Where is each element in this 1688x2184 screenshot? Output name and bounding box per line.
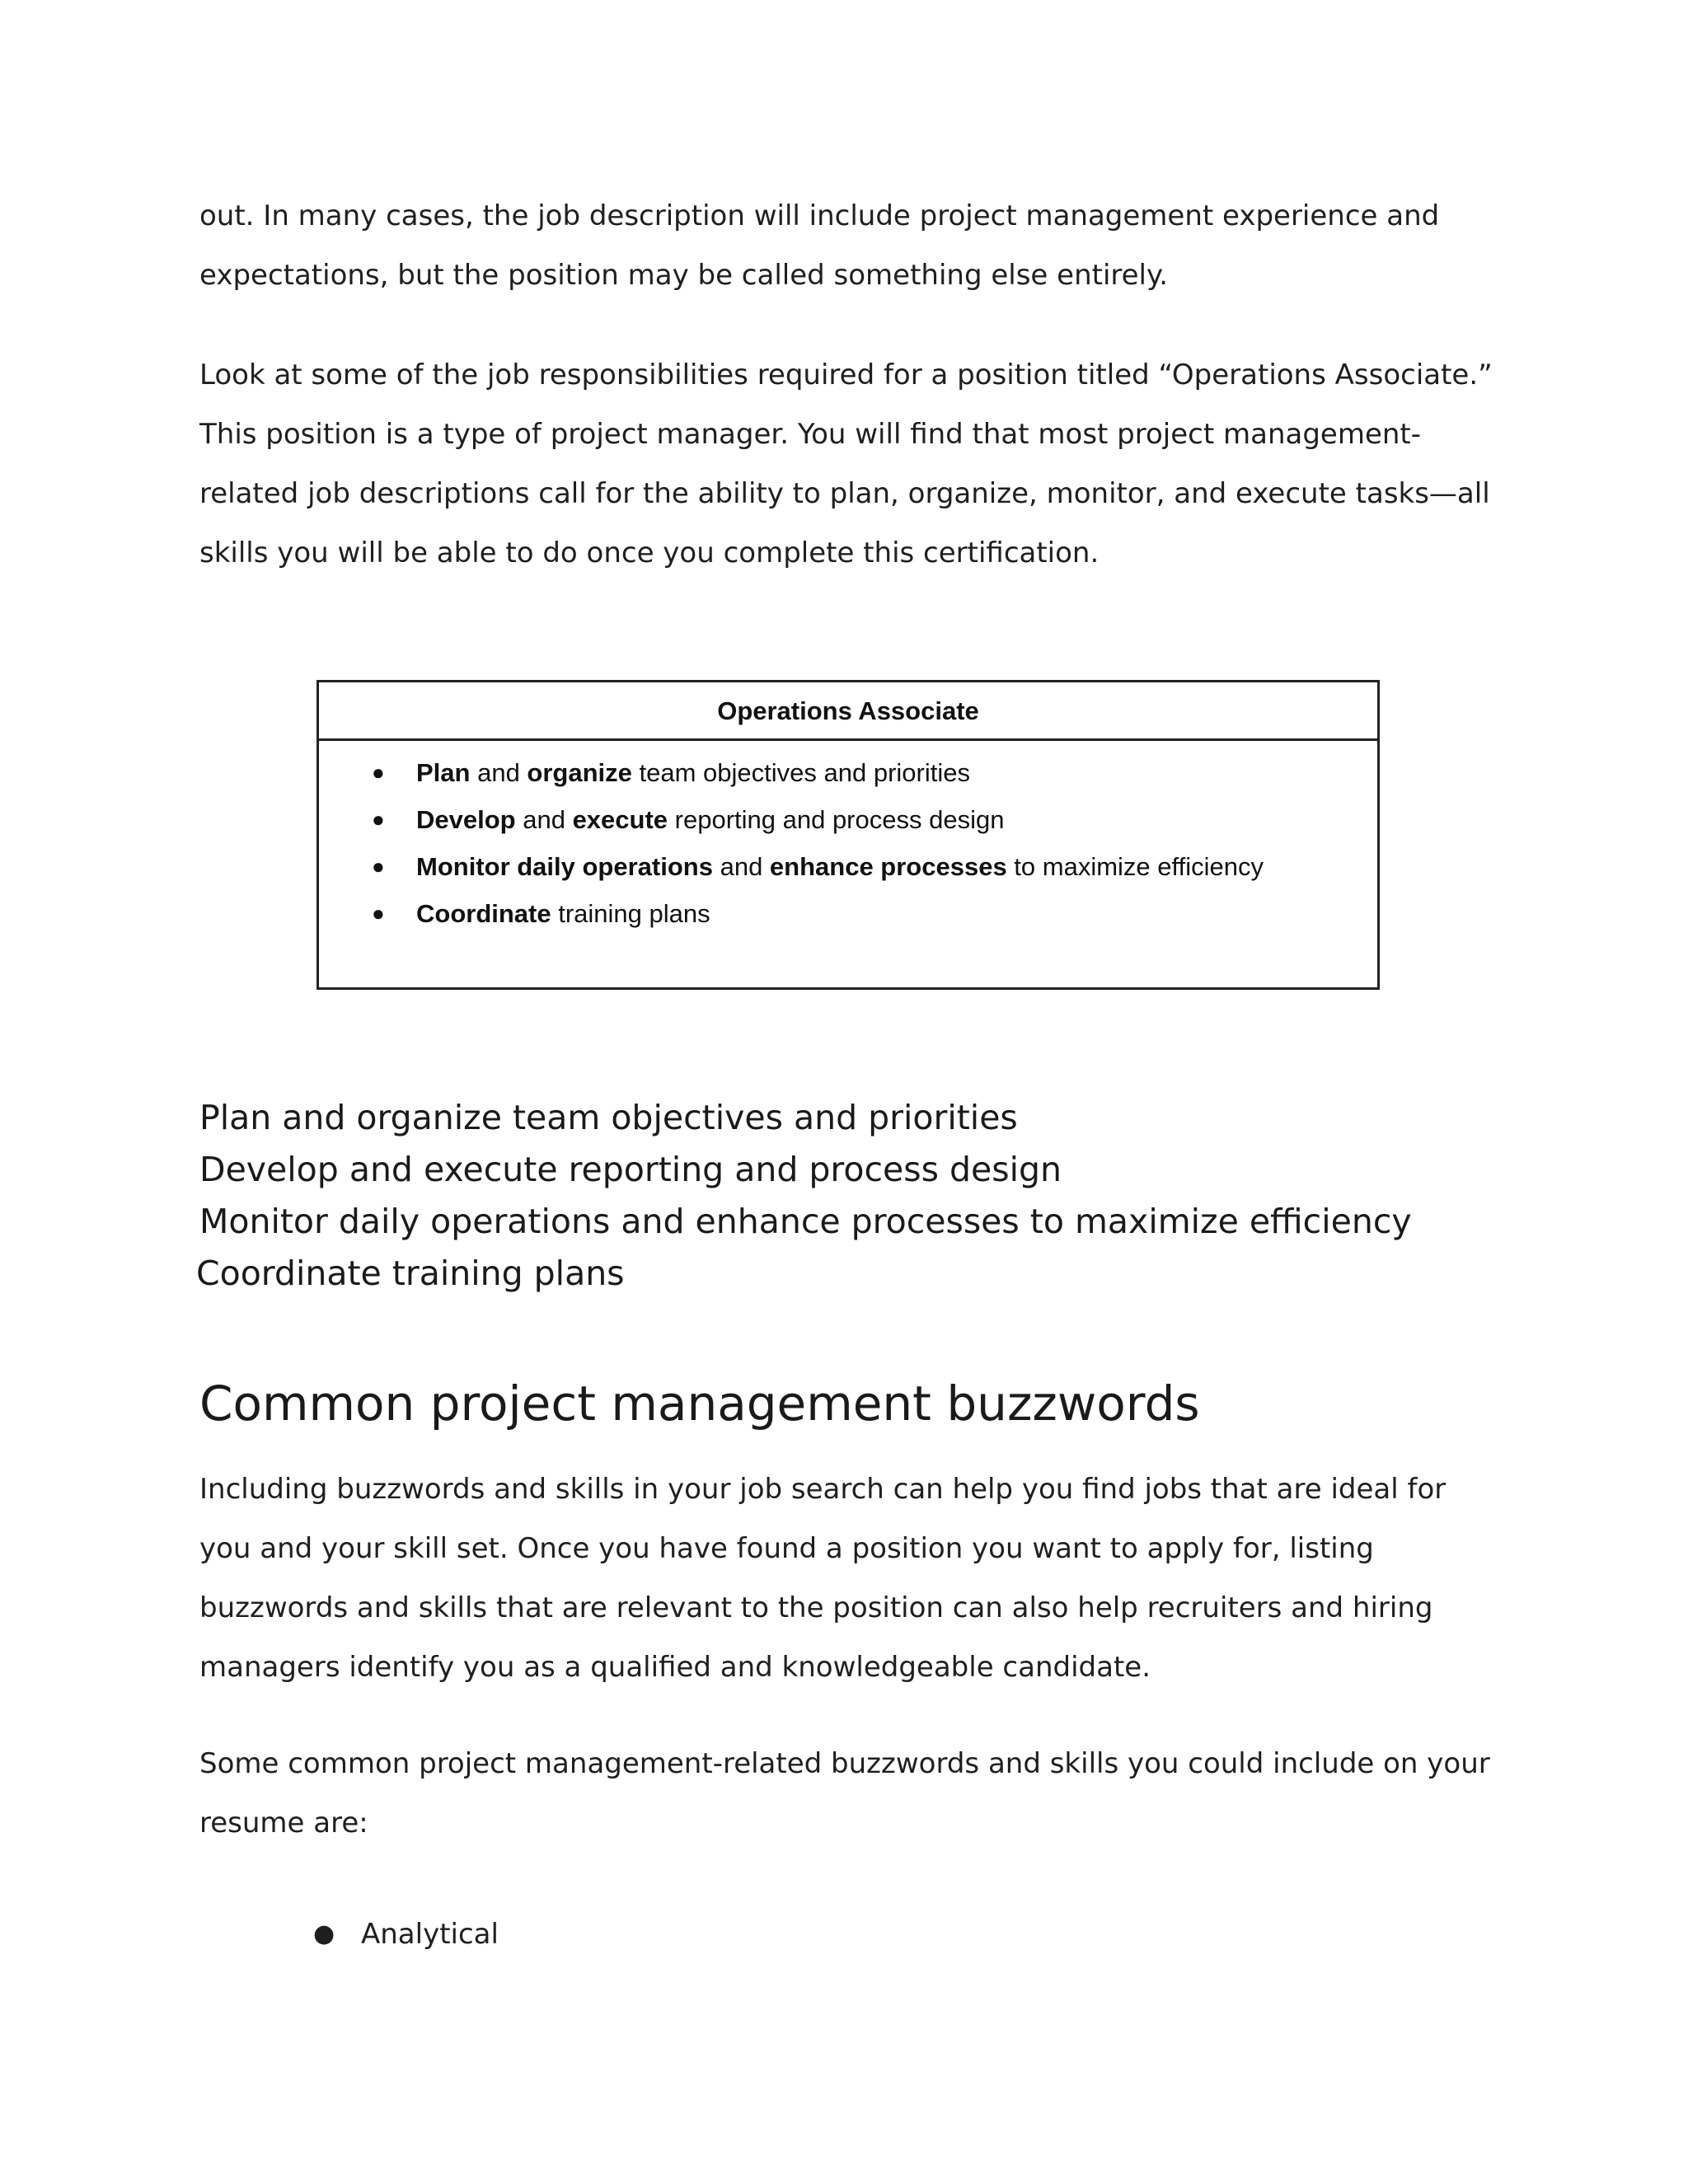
responsibility-line: Coordinate training plans	[196, 1254, 625, 1293]
job-box-title: Operations Associate	[319, 682, 1377, 741]
bullet-icon: ●	[313, 1919, 335, 1948]
intro-paragraph-1: out. In many cases, the job description will include project management experience and expectations, but the position may be called something else entirely.	[199, 199, 1440, 292]
job-responsibility-item: ● Coordinate training plans	[319, 890, 1377, 937]
intro-paragraph-2: Look at some of the job responsibilities required for a position titled “Operations Associate.” This position is a type of project manager. You will find that most project management-related job descriptions call for the ability to plan, organize, monitor, and execute tasks—all skills you will be able to do once you complete this certification.	[199, 359, 1493, 569]
bullet-icon: ●	[372, 901, 385, 926]
section-paragraph-1: Including buzzwords and skills in your job search can help you find jobs that are ideal for you and your skill set. Once you have found a position you want to apply for, listing buzzwords and skills that are relevant to the position can also help recruiters and hiring managers identify you as a qualified and knowledgeable candidate.	[199, 1473, 1447, 1684]
responsibility-text-lines	[196, 1092, 1412, 1300]
list-item: ● Analytical	[313, 1905, 499, 1964]
job-responsibility-item: ● Monitor daily operations and enhance processes to maximize efficiency	[319, 843, 1377, 890]
responsibility-line: Monitor daily operations and enhance processes to maximize efficiency	[199, 1202, 1412, 1241]
job-responsibility-item: ● Develop and execute reporting and process design	[319, 796, 1377, 843]
section-heading: Common project management buzzwords	[199, 1376, 1200, 1432]
responsibility-line: Develop and execute reporting and process design	[199, 1150, 1062, 1189]
bullet-icon: ●	[372, 760, 385, 785]
buzzword-list	[313, 1905, 499, 1964]
job-responsibility-item: ● Plan and organize team objectives and priorities	[319, 749, 1377, 796]
section-paragraph-2: Some common project management-related buzzwords and skills you could include on your resume are:	[199, 1747, 1490, 1840]
responsibility-line: Plan and organize team objectives and priorities	[199, 1098, 1018, 1137]
bullet-icon: ●	[372, 807, 385, 832]
bullet-icon: ●	[372, 854, 385, 879]
job-responsibility-list	[319, 741, 1377, 937]
job-description-box	[316, 680, 1380, 990]
